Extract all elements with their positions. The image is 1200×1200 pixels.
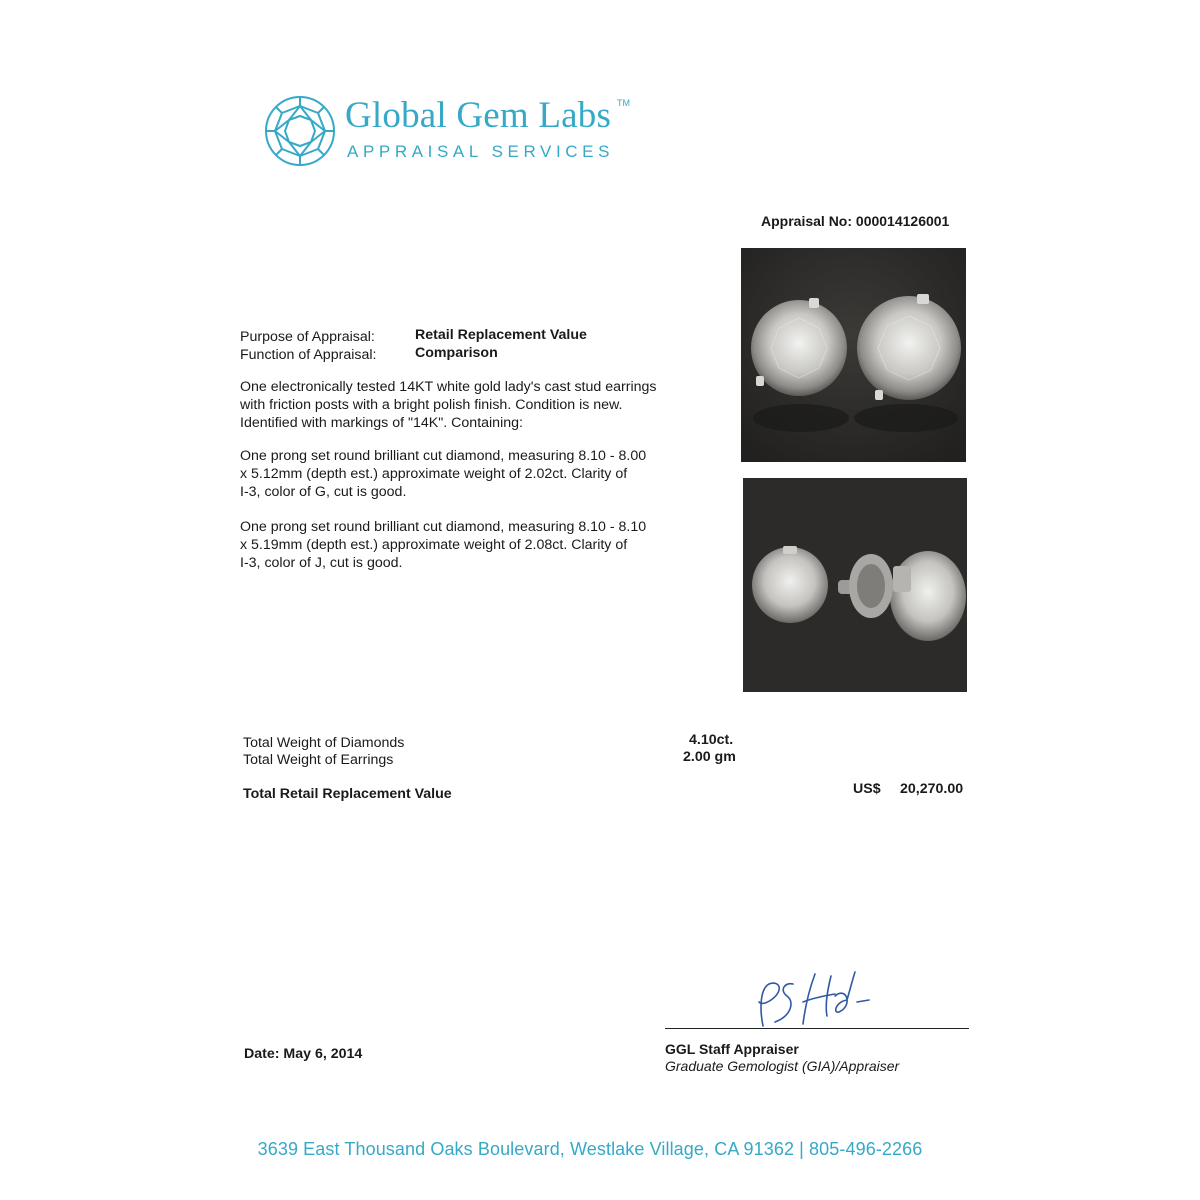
- logo-name: Global Gem Labs: [345, 95, 612, 136]
- diamond-1-description: One prong set round brilliant cut diamond, measuring 8.10 - 8.00 x 5.12mm (depth est.) approximate weight of 2.02ct. Clarity of I-3, color of G, cut is good.: [240, 448, 647, 500]
- earrings-photo-side: [743, 478, 967, 692]
- item-description: One electronically tested 14KT white gold lady's cast stud earrings with friction posts with a bright polish finish. Condition is new. Identified with markings of "14K". Containing:: [240, 379, 657, 431]
- retail-value-label: Total Retail Replacement Value: [243, 786, 452, 802]
- function-value: Comparison: [415, 345, 498, 361]
- logo-trademark: TM: [617, 98, 630, 108]
- appraisal-date: Date: May 6, 2014: [244, 1046, 363, 1062]
- earring-weight-value: 2.00 gm: [683, 749, 736, 765]
- earrings-photo-front: [741, 248, 966, 462]
- function-label: Function of Appraisal:: [240, 347, 377, 363]
- diamond-weight-value: 4.10ct.: [689, 732, 734, 748]
- footer-contact: 3639 East Thousand Oaks Boulevard, Westlake Village, CA 91362 | 805-496-2266: [257, 1139, 923, 1159]
- retail-value-currency: US$: [853, 781, 881, 797]
- logo-subtitle: APPRAISAL SERVICES: [347, 142, 615, 161]
- appraiser-title: Graduate Gemologist (GIA)/Appraiser: [665, 1058, 900, 1074]
- appraiser-signature: [735, 966, 875, 1030]
- appraisal-number: Appraisal No: 000014126001: [761, 213, 950, 229]
- appraiser-name: GGL Staff Appraiser: [665, 1041, 799, 1057]
- purpose-value: Retail Replacement Value: [415, 327, 587, 343]
- diamond-weight-label: Total Weight of Diamonds: [243, 735, 405, 751]
- retail-value-amount: 20,270.00: [900, 781, 964, 797]
- earring-weight-label: Total Weight of Earrings: [243, 752, 394, 768]
- diamond-2-description: One prong set round brilliant cut diamond, measuring 8.10 - 8.10 x 5.19mm (depth est.) approximate weight of 2.08ct. Clarity of I-3, color of J, cut is good.: [240, 519, 647, 571]
- signature-line: [665, 1028, 969, 1029]
- purpose-label: Purpose of Appraisal:: [240, 329, 375, 345]
- diamond-logo-icon: [263, 94, 337, 168]
